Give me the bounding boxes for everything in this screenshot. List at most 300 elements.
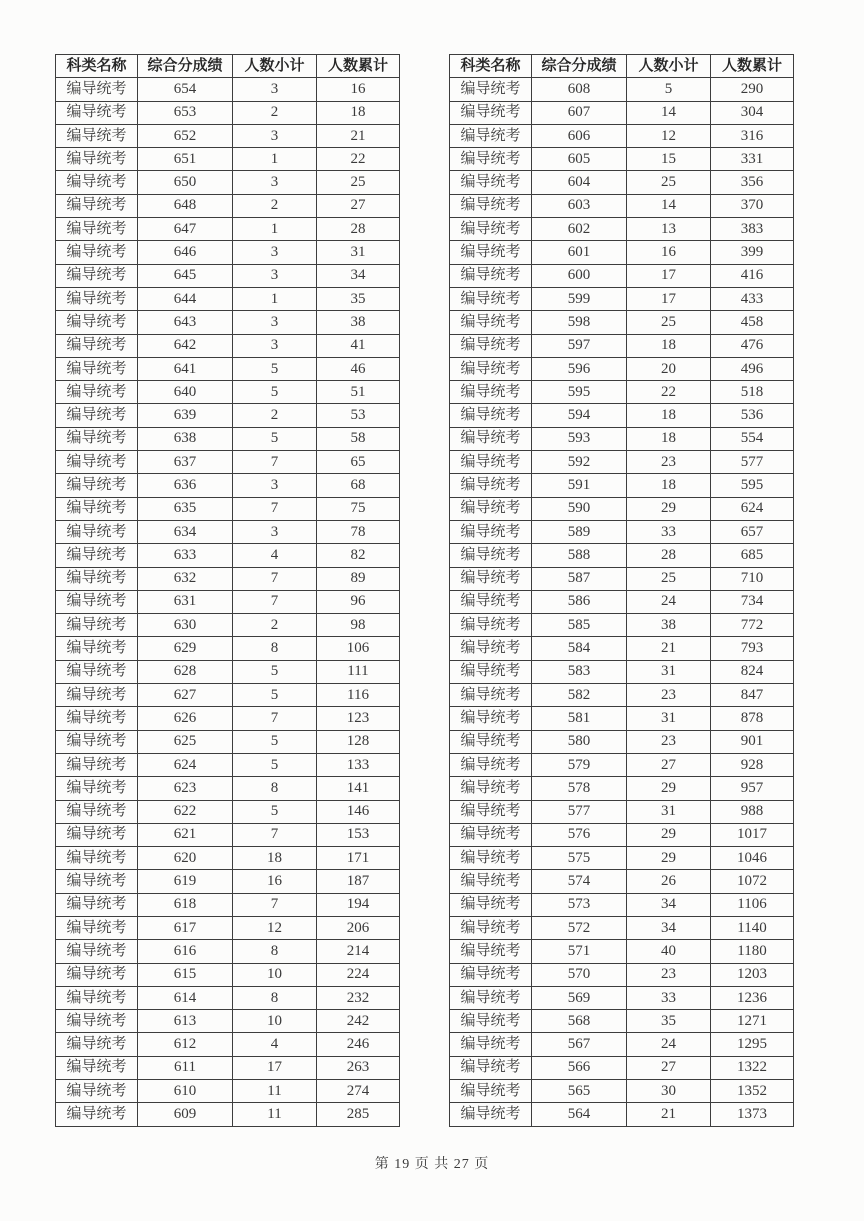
score-cell: 566 bbox=[532, 1056, 627, 1079]
subtotal-cell: 8 bbox=[233, 637, 317, 660]
category-cell: 编导统考 bbox=[450, 218, 532, 241]
score-cell: 612 bbox=[138, 1033, 233, 1056]
table-row bbox=[450, 893, 794, 916]
table-row bbox=[450, 497, 794, 520]
table-row bbox=[450, 1103, 794, 1126]
table-row bbox=[450, 124, 794, 147]
score-cell: 580 bbox=[532, 730, 627, 753]
category-cell: 编导统考 bbox=[56, 637, 138, 660]
score-cell: 568 bbox=[532, 1010, 627, 1033]
score-cell: 576 bbox=[532, 823, 627, 846]
cumulative-cell: 928 bbox=[711, 753, 794, 776]
cumulative-cell: 22 bbox=[317, 148, 400, 171]
category-cell: 编导统考 bbox=[450, 451, 532, 474]
cumulative-cell: 772 bbox=[711, 614, 794, 637]
cumulative-cell: 146 bbox=[317, 800, 400, 823]
table-row bbox=[450, 730, 794, 753]
cumulative-cell: 518 bbox=[711, 381, 794, 404]
score-cell: 621 bbox=[138, 823, 233, 846]
score-cell: 647 bbox=[138, 218, 233, 241]
cumulative-cell: 53 bbox=[317, 404, 400, 427]
score-cell: 574 bbox=[532, 870, 627, 893]
category-cell: 编导统考 bbox=[56, 986, 138, 1009]
score-cell: 601 bbox=[532, 241, 627, 264]
score-cell: 589 bbox=[532, 520, 627, 543]
score-cell: 617 bbox=[138, 916, 233, 939]
category-cell: 编导统考 bbox=[56, 78, 138, 101]
score-cell: 564 bbox=[532, 1103, 627, 1126]
table-row bbox=[450, 241, 794, 264]
subtotal-cell: 31 bbox=[627, 660, 711, 683]
cumulative-cell: 878 bbox=[711, 707, 794, 730]
score-cell: 641 bbox=[138, 357, 233, 380]
category-cell: 编导统考 bbox=[56, 218, 138, 241]
subtotal-cell: 17 bbox=[627, 264, 711, 287]
score-cell: 640 bbox=[138, 381, 233, 404]
subtotal-cell: 33 bbox=[627, 520, 711, 543]
cumulative-cell: 901 bbox=[711, 730, 794, 753]
score-cell: 635 bbox=[138, 497, 233, 520]
category-cell: 编导统考 bbox=[56, 264, 138, 287]
table-row bbox=[450, 171, 794, 194]
cumulative-cell: 68 bbox=[317, 474, 400, 497]
cumulative-cell: 793 bbox=[711, 637, 794, 660]
cumulative-cell: 65 bbox=[317, 451, 400, 474]
table-row bbox=[450, 614, 794, 637]
cumulative-cell: 153 bbox=[317, 823, 400, 846]
table-row bbox=[450, 753, 794, 776]
category-cell: 编导统考 bbox=[450, 497, 532, 520]
category-cell: 编导统考 bbox=[450, 893, 532, 916]
category-cell: 编导统考 bbox=[450, 171, 532, 194]
table-row bbox=[56, 1033, 400, 1056]
cumulative-cell: 82 bbox=[317, 544, 400, 567]
cumulative-cell: 496 bbox=[711, 357, 794, 380]
table-header-row bbox=[56, 55, 400, 78]
score-cell: 619 bbox=[138, 870, 233, 893]
category-cell: 编导统考 bbox=[450, 194, 532, 217]
subtotal-cell: 29 bbox=[627, 497, 711, 520]
cumulative-cell: 1271 bbox=[711, 1010, 794, 1033]
table-row bbox=[450, 451, 794, 474]
table-row bbox=[56, 730, 400, 753]
category-cell: 编导统考 bbox=[450, 148, 532, 171]
subtotal-cell: 27 bbox=[627, 753, 711, 776]
subtotal-cell: 7 bbox=[233, 893, 317, 916]
table-row bbox=[450, 847, 794, 870]
score-cell: 565 bbox=[532, 1080, 627, 1103]
score-cell: 583 bbox=[532, 660, 627, 683]
table-row bbox=[450, 707, 794, 730]
subtotal-cell: 3 bbox=[233, 241, 317, 264]
category-cell: 编导统考 bbox=[56, 451, 138, 474]
score-cell: 596 bbox=[532, 357, 627, 380]
cumulative-cell: 106 bbox=[317, 637, 400, 660]
table-row bbox=[450, 870, 794, 893]
subtotal-cell: 17 bbox=[627, 287, 711, 310]
subtotal-cell: 7 bbox=[233, 567, 317, 590]
cumulative-cell: 171 bbox=[317, 847, 400, 870]
score-cell: 584 bbox=[532, 637, 627, 660]
category-cell: 编导统考 bbox=[450, 823, 532, 846]
table-row bbox=[56, 381, 400, 404]
cumulative-cell: 128 bbox=[317, 730, 400, 753]
table-row bbox=[56, 916, 400, 939]
score-cell: 587 bbox=[532, 567, 627, 590]
subtotal-cell: 29 bbox=[627, 777, 711, 800]
score-cell: 581 bbox=[532, 707, 627, 730]
score-cell: 654 bbox=[138, 78, 233, 101]
header-cumulative: 人数累计 bbox=[317, 55, 400, 78]
table-row bbox=[450, 287, 794, 310]
category-cell: 编导统考 bbox=[450, 753, 532, 776]
table-row bbox=[450, 916, 794, 939]
cumulative-cell: 734 bbox=[711, 590, 794, 613]
cumulative-cell: 224 bbox=[317, 963, 400, 986]
table-row bbox=[56, 287, 400, 310]
category-cell: 编导统考 bbox=[56, 707, 138, 730]
table-row bbox=[56, 264, 400, 287]
score-cell: 642 bbox=[138, 334, 233, 357]
category-cell: 编导统考 bbox=[450, 590, 532, 613]
subtotal-cell: 3 bbox=[233, 124, 317, 147]
table-row bbox=[450, 311, 794, 334]
cumulative-cell: 383 bbox=[711, 218, 794, 241]
table-row bbox=[56, 427, 400, 450]
table-row bbox=[450, 684, 794, 707]
subtotal-cell: 25 bbox=[627, 311, 711, 334]
table-row bbox=[56, 311, 400, 334]
subtotal-cell: 2 bbox=[233, 101, 317, 124]
cumulative-cell: 1236 bbox=[711, 986, 794, 1009]
cumulative-cell: 46 bbox=[317, 357, 400, 380]
table-row bbox=[56, 870, 400, 893]
category-cell: 编导统考 bbox=[56, 334, 138, 357]
category-cell: 编导统考 bbox=[56, 777, 138, 800]
cumulative-cell: 1352 bbox=[711, 1080, 794, 1103]
subtotal-cell: 31 bbox=[627, 707, 711, 730]
score-cell: 625 bbox=[138, 730, 233, 753]
category-cell: 编导统考 bbox=[56, 1103, 138, 1126]
score-cell: 631 bbox=[138, 590, 233, 613]
cumulative-cell: 1203 bbox=[711, 963, 794, 986]
category-cell: 编导统考 bbox=[56, 684, 138, 707]
category-cell: 编导统考 bbox=[56, 241, 138, 264]
subtotal-cell: 1 bbox=[233, 287, 317, 310]
score-cell: 578 bbox=[532, 777, 627, 800]
cumulative-cell: 214 bbox=[317, 940, 400, 963]
score-cell: 593 bbox=[532, 427, 627, 450]
category-cell: 编导统考 bbox=[56, 427, 138, 450]
score-cell: 610 bbox=[138, 1080, 233, 1103]
header-category: 科类名称 bbox=[450, 55, 532, 78]
cumulative-cell: 356 bbox=[711, 171, 794, 194]
table-row bbox=[450, 218, 794, 241]
header-subtotal: 人数小计 bbox=[233, 55, 317, 78]
subtotal-cell: 21 bbox=[627, 1103, 711, 1126]
cumulative-cell: 263 bbox=[317, 1056, 400, 1079]
category-cell: 编导统考 bbox=[56, 357, 138, 380]
category-cell: 编导统考 bbox=[56, 1010, 138, 1033]
table-row bbox=[56, 357, 400, 380]
score-cell: 572 bbox=[532, 916, 627, 939]
subtotal-cell: 18 bbox=[233, 847, 317, 870]
cumulative-cell: 458 bbox=[711, 311, 794, 334]
category-cell: 编导统考 bbox=[56, 1033, 138, 1056]
category-cell: 编导统考 bbox=[56, 660, 138, 683]
table-row bbox=[56, 451, 400, 474]
category-cell: 编导统考 bbox=[56, 847, 138, 870]
subtotal-cell: 12 bbox=[627, 124, 711, 147]
cumulative-cell: 133 bbox=[317, 753, 400, 776]
category-cell: 编导统考 bbox=[56, 194, 138, 217]
subtotal-cell: 31 bbox=[627, 800, 711, 823]
subtotal-cell: 5 bbox=[233, 800, 317, 823]
cumulative-cell: 21 bbox=[317, 124, 400, 147]
table-row bbox=[450, 78, 794, 101]
subtotal-cell: 5 bbox=[233, 730, 317, 753]
table-row bbox=[56, 148, 400, 171]
category-cell: 编导统考 bbox=[56, 963, 138, 986]
cumulative-cell: 16 bbox=[317, 78, 400, 101]
subtotal-cell: 35 bbox=[627, 1010, 711, 1033]
table-row bbox=[450, 520, 794, 543]
subtotal-cell: 18 bbox=[627, 334, 711, 357]
category-cell: 编导统考 bbox=[450, 520, 532, 543]
cumulative-cell: 116 bbox=[317, 684, 400, 707]
subtotal-cell: 2 bbox=[233, 194, 317, 217]
score-cell: 637 bbox=[138, 451, 233, 474]
category-cell: 编导统考 bbox=[450, 707, 532, 730]
cumulative-cell: 206 bbox=[317, 916, 400, 939]
subtotal-cell: 10 bbox=[233, 963, 317, 986]
cumulative-cell: 123 bbox=[317, 707, 400, 730]
subtotal-cell: 29 bbox=[627, 823, 711, 846]
cumulative-cell: 595 bbox=[711, 474, 794, 497]
category-cell: 编导统考 bbox=[450, 800, 532, 823]
category-cell: 编导统考 bbox=[450, 287, 532, 310]
score-cell: 598 bbox=[532, 311, 627, 334]
subtotal-cell: 3 bbox=[233, 78, 317, 101]
table-header-row bbox=[450, 55, 794, 78]
cumulative-cell: 957 bbox=[711, 777, 794, 800]
table-row bbox=[56, 684, 400, 707]
category-cell: 编导统考 bbox=[450, 311, 532, 334]
table-row bbox=[450, 986, 794, 1009]
score-cell: 608 bbox=[532, 78, 627, 101]
table-row bbox=[56, 590, 400, 613]
subtotal-cell: 5 bbox=[233, 753, 317, 776]
score-cell: 630 bbox=[138, 614, 233, 637]
category-cell: 编导统考 bbox=[450, 381, 532, 404]
category-cell: 编导统考 bbox=[56, 870, 138, 893]
category-cell: 编导统考 bbox=[450, 940, 532, 963]
table-row bbox=[56, 637, 400, 660]
table-row bbox=[450, 1080, 794, 1103]
category-cell: 编导统考 bbox=[56, 287, 138, 310]
cumulative-cell: 1017 bbox=[711, 823, 794, 846]
page-number-text: 第 19 页 共 27 页 bbox=[374, 1157, 490, 1172]
subtotal-cell: 1 bbox=[233, 148, 317, 171]
subtotal-cell: 26 bbox=[627, 870, 711, 893]
score-cell: 607 bbox=[532, 101, 627, 124]
score-cell: 620 bbox=[138, 847, 233, 870]
subtotal-cell: 27 bbox=[627, 1056, 711, 1079]
category-cell: 编导统考 bbox=[450, 963, 532, 986]
category-cell: 编导统考 bbox=[450, 124, 532, 147]
cumulative-cell: 41 bbox=[317, 334, 400, 357]
table-row bbox=[450, 474, 794, 497]
category-cell: 编导统考 bbox=[450, 730, 532, 753]
score-cell: 594 bbox=[532, 404, 627, 427]
cumulative-cell: 232 bbox=[317, 986, 400, 1009]
subtotal-cell: 23 bbox=[627, 684, 711, 707]
table-row bbox=[450, 101, 794, 124]
table-row bbox=[450, 357, 794, 380]
table-row bbox=[56, 1056, 400, 1079]
category-cell: 编导统考 bbox=[56, 800, 138, 823]
subtotal-cell: 2 bbox=[233, 404, 317, 427]
table-row bbox=[56, 777, 400, 800]
cumulative-cell: 1106 bbox=[711, 893, 794, 916]
subtotal-cell: 14 bbox=[627, 194, 711, 217]
cumulative-cell: 28 bbox=[317, 218, 400, 241]
subtotal-cell: 3 bbox=[233, 520, 317, 543]
table-row bbox=[56, 963, 400, 986]
score-cell: 582 bbox=[532, 684, 627, 707]
subtotal-cell: 30 bbox=[627, 1080, 711, 1103]
table-row bbox=[450, 940, 794, 963]
table-row bbox=[56, 497, 400, 520]
score-cell: 643 bbox=[138, 311, 233, 334]
score-cell: 626 bbox=[138, 707, 233, 730]
subtotal-cell: 23 bbox=[627, 963, 711, 986]
category-cell: 编导统考 bbox=[56, 124, 138, 147]
table-row bbox=[450, 1010, 794, 1033]
score-cell: 645 bbox=[138, 264, 233, 287]
score-cell: 592 bbox=[532, 451, 627, 474]
category-cell: 编导统考 bbox=[450, 241, 532, 264]
subtotal-cell: 18 bbox=[627, 474, 711, 497]
score-cell: 577 bbox=[532, 800, 627, 823]
score-table-right bbox=[449, 54, 794, 1127]
cumulative-cell: 624 bbox=[711, 497, 794, 520]
score-cell: 638 bbox=[138, 427, 233, 450]
score-cell: 591 bbox=[532, 474, 627, 497]
subtotal-cell: 3 bbox=[233, 334, 317, 357]
cumulative-cell: 433 bbox=[711, 287, 794, 310]
score-cell: 636 bbox=[138, 474, 233, 497]
table-row bbox=[450, 567, 794, 590]
cumulative-cell: 710 bbox=[711, 567, 794, 590]
subtotal-cell: 33 bbox=[627, 986, 711, 1009]
header-subtotal: 人数小计 bbox=[627, 55, 711, 78]
score-cell: 609 bbox=[138, 1103, 233, 1126]
subtotal-cell: 5 bbox=[233, 660, 317, 683]
table-row bbox=[56, 474, 400, 497]
cumulative-cell: 399 bbox=[711, 241, 794, 264]
subtotal-cell: 29 bbox=[627, 847, 711, 870]
subtotal-cell: 7 bbox=[233, 823, 317, 846]
cumulative-cell: 31 bbox=[317, 241, 400, 264]
subtotal-cell: 5 bbox=[233, 684, 317, 707]
subtotal-cell: 18 bbox=[627, 427, 711, 450]
score-cell: 624 bbox=[138, 753, 233, 776]
score-cell: 628 bbox=[138, 660, 233, 683]
category-cell: 编导统考 bbox=[56, 101, 138, 124]
score-cell: 604 bbox=[532, 171, 627, 194]
category-cell: 编导统考 bbox=[56, 148, 138, 171]
subtotal-cell: 20 bbox=[627, 357, 711, 380]
category-cell: 编导统考 bbox=[56, 916, 138, 939]
subtotal-cell: 17 bbox=[233, 1056, 317, 1079]
category-cell: 编导统考 bbox=[56, 381, 138, 404]
table-row bbox=[56, 986, 400, 1009]
subtotal-cell: 14 bbox=[627, 101, 711, 124]
table-row bbox=[56, 218, 400, 241]
cumulative-cell: 38 bbox=[317, 311, 400, 334]
score-cell: 634 bbox=[138, 520, 233, 543]
subtotal-cell: 13 bbox=[627, 218, 711, 241]
subtotal-cell: 5 bbox=[627, 78, 711, 101]
header-score: 综合分成绩 bbox=[532, 55, 627, 78]
score-cell: 615 bbox=[138, 963, 233, 986]
score-cell: 611 bbox=[138, 1056, 233, 1079]
score-cell: 622 bbox=[138, 800, 233, 823]
table-row bbox=[56, 940, 400, 963]
score-cell: 586 bbox=[532, 590, 627, 613]
score-cell: 606 bbox=[532, 124, 627, 147]
table-row bbox=[56, 101, 400, 124]
category-cell: 编导统考 bbox=[56, 474, 138, 497]
cumulative-cell: 685 bbox=[711, 544, 794, 567]
cumulative-cell: 1072 bbox=[711, 870, 794, 893]
subtotal-cell: 25 bbox=[627, 171, 711, 194]
table-row bbox=[450, 427, 794, 450]
subtotal-cell: 3 bbox=[233, 171, 317, 194]
table-row bbox=[56, 1010, 400, 1033]
score-cell: 648 bbox=[138, 194, 233, 217]
category-cell: 编导统考 bbox=[450, 660, 532, 683]
table-row bbox=[56, 847, 400, 870]
cumulative-cell: 1180 bbox=[711, 940, 794, 963]
score-cell: 590 bbox=[532, 497, 627, 520]
subtotal-cell: 5 bbox=[233, 381, 317, 404]
category-cell: 编导统考 bbox=[450, 986, 532, 1009]
score-cell: 571 bbox=[532, 940, 627, 963]
cumulative-cell: 34 bbox=[317, 264, 400, 287]
score-cell: 599 bbox=[532, 287, 627, 310]
cumulative-cell: 111 bbox=[317, 660, 400, 683]
category-cell: 编导统考 bbox=[450, 870, 532, 893]
score-cell: 567 bbox=[532, 1033, 627, 1056]
score-cell: 633 bbox=[138, 544, 233, 567]
cumulative-cell: 194 bbox=[317, 893, 400, 916]
cumulative-cell: 187 bbox=[317, 870, 400, 893]
score-cell: 652 bbox=[138, 124, 233, 147]
table-row bbox=[450, 404, 794, 427]
cumulative-cell: 96 bbox=[317, 590, 400, 613]
table-row bbox=[450, 1033, 794, 1056]
cumulative-cell: 536 bbox=[711, 404, 794, 427]
subtotal-cell: 38 bbox=[627, 614, 711, 637]
score-tables-container bbox=[55, 54, 794, 1127]
table-row bbox=[56, 893, 400, 916]
subtotal-cell: 7 bbox=[233, 451, 317, 474]
subtotal-cell: 11 bbox=[233, 1103, 317, 1126]
category-cell: 编导统考 bbox=[450, 404, 532, 427]
category-cell: 编导统考 bbox=[56, 404, 138, 427]
